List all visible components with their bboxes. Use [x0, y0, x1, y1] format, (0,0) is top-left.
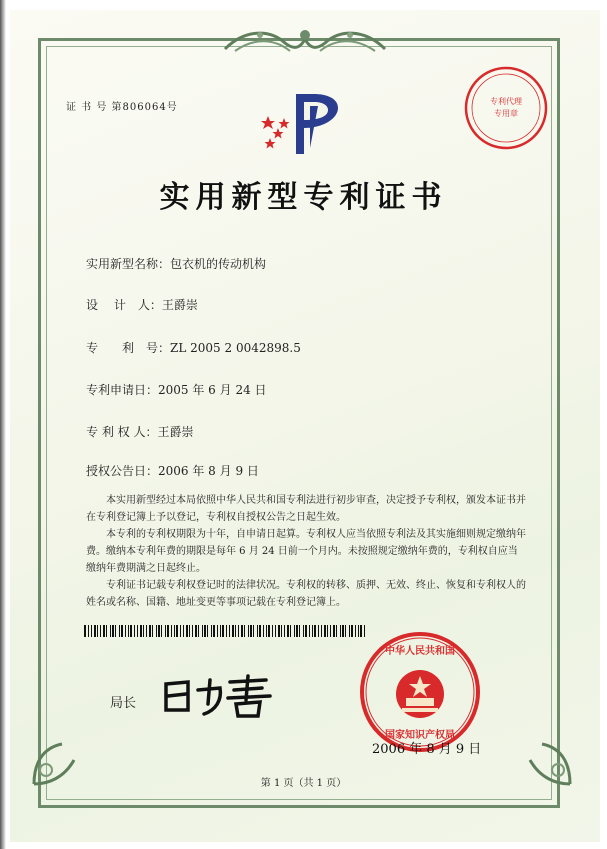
field-grant-date [86, 462, 259, 479]
national-ip-office-seal-icon [358, 630, 482, 754]
barcode [84, 625, 366, 637]
director-label: 局长 [110, 696, 137, 711]
svg-text:中华人民共和国: 中华人民共和国 [385, 646, 455, 657]
page-number: 第 1 页（共 1 页） [260, 778, 347, 789]
field-value: 包衣机的传动机构 [170, 257, 267, 271]
patent-office-logo-icon [258, 88, 348, 158]
field-value: ZL 2005 2 0042898.5 [170, 341, 301, 355]
field-utility-model-name [86, 255, 266, 272]
field-label: 授权公告日： [86, 464, 159, 478]
certificate-body-text [86, 492, 526, 611]
field-designer [86, 296, 198, 313]
body-paragraph: 本专利的专利权期限为十年，自申请日起算。专利权人应当依照专利法及其实施细则规定缴纳年费。缴纳本专利年费的期限是每年 6 月 24 日前一个月内。未按照规定缴纳年费的，专利权自应当缴纳年费期满之日起终止。 [86, 529, 526, 574]
issue-date: 2006 年 8 月 9 日 [372, 742, 482, 757]
field-patentee [86, 423, 193, 440]
field-label: 实用新型名称： [86, 257, 171, 271]
body-paragraph: 专利证书记载专利权登记时的法律状况。专利权的转移、质押、无效、终止、恢复和专利权人的姓名或名称、国籍、地址变更等事项记载在专利登记簿上。 [86, 580, 526, 608]
field-value: 2005 年 6 月 24 日 [158, 383, 267, 397]
svg-text:专利代理: 专利代理 [490, 97, 522, 106]
field-label: 专 利 号： [86, 341, 171, 355]
page-edge-shadow [0, 0, 6, 849]
certificate-number: 证 书 号 第806064号 [66, 102, 178, 113]
field-label: 设 计 人： [86, 298, 162, 312]
agency-seal-icon [462, 64, 550, 152]
svg-text:国家知识产权局: 国家知识产权局 [385, 730, 455, 741]
field-application-date [86, 381, 267, 398]
director-signature [158, 670, 278, 720]
page-title: 实用新型专利证书 [159, 180, 448, 215]
body-paragraph: 本实用新型经过本局依照中华人民共和国专利法进行初步审查，决定授予专利权，颁发本证书并在专利登记簿上予以登记，专利权自授权公告之日起生效。 [86, 495, 526, 523]
field-value: 王爵崇 [161, 298, 198, 312]
top-ornament-icon [215, 25, 395, 59]
svg-text:专用章: 专用章 [494, 109, 518, 118]
field-value: 王爵崇 [157, 425, 194, 439]
field-value: 2006 年 8 月 9 日 [158, 464, 259, 478]
field-label: 专利申请日： [86, 383, 159, 397]
field-label: 专 利 权 人： [86, 425, 158, 439]
field-patent-number [86, 339, 301, 356]
